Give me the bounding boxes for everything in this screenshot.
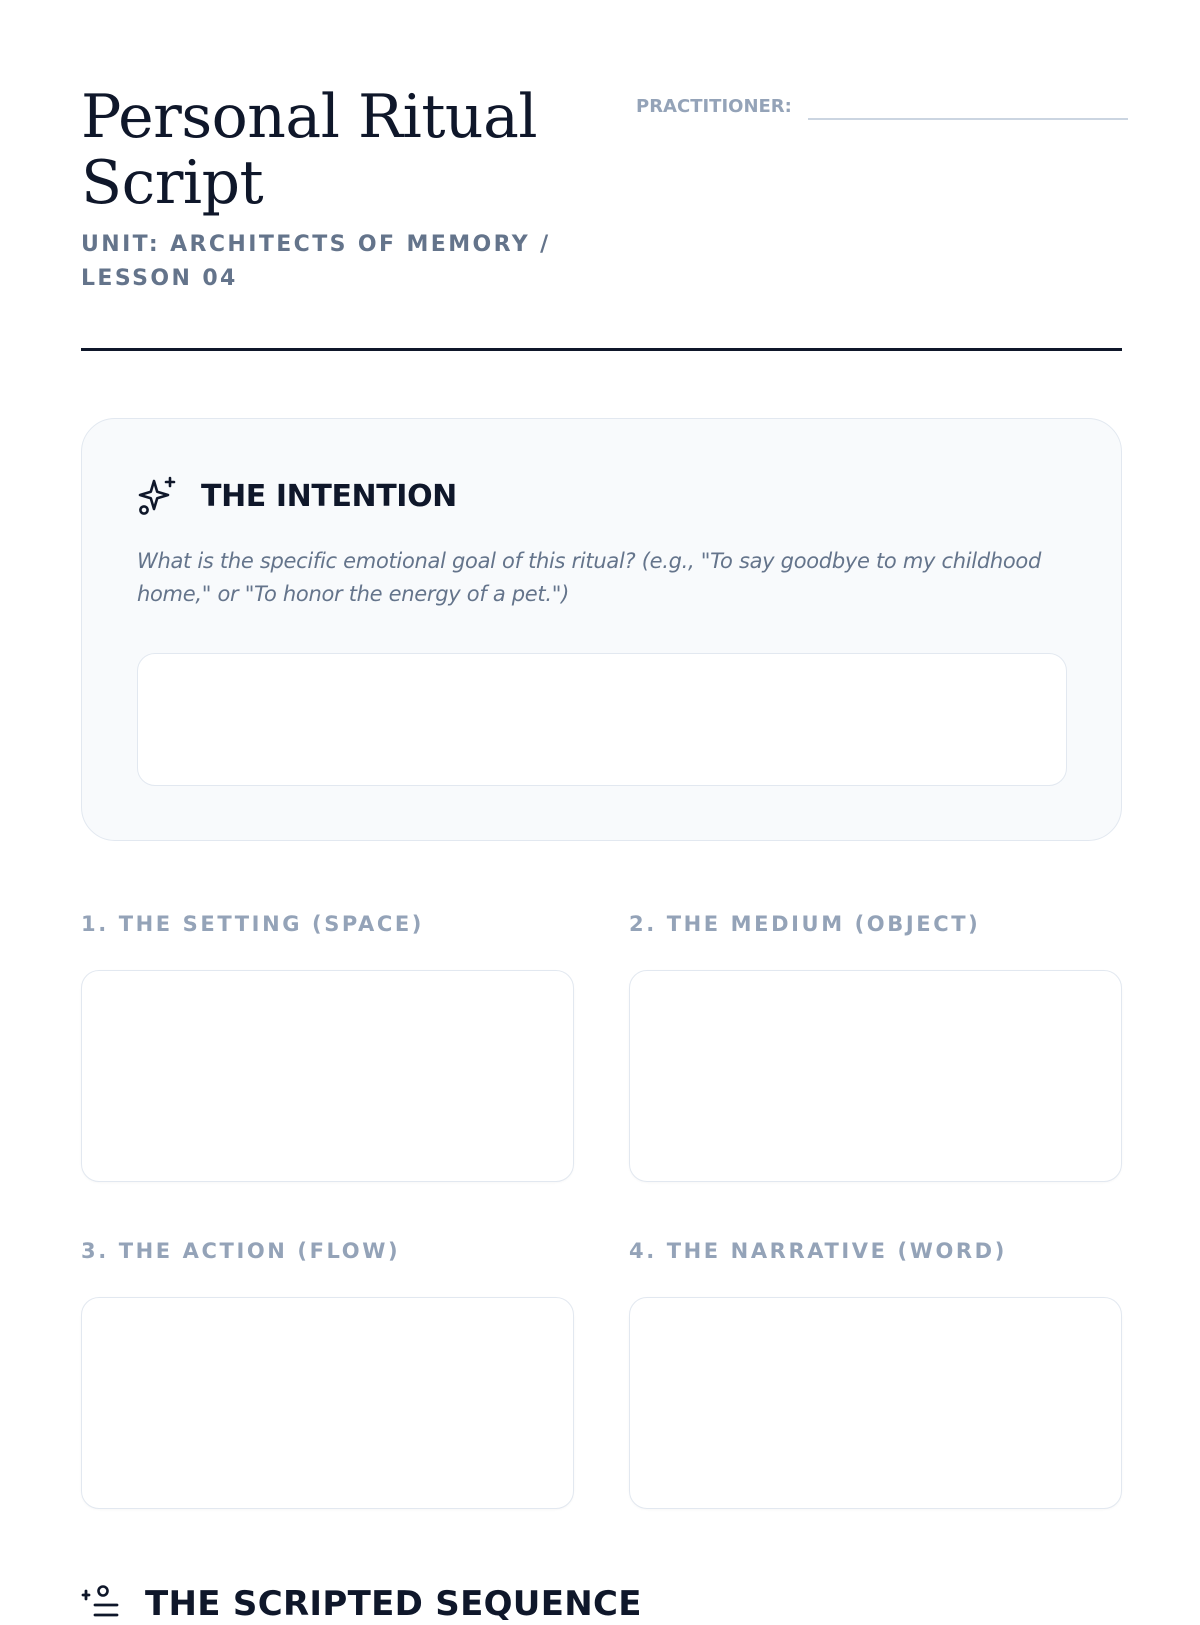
practitioner-field — [636, 90, 1128, 120]
sequence-title: THE SCRIPTED SEQUENCE — [145, 1584, 642, 1624]
unit-subtitle: UNIT: ARCHITECTS OF MEMORY / LESSON 04 — [81, 232, 551, 291]
intention-prompt: What is the specific emotional goal of this ritual? (e.g., "To say goodbye to my childhood home," or "To honor the energy of a pet.") — [137, 549, 1041, 606]
sparkles-icon — [137, 475, 179, 517]
practitioner-label: PRACTITIONER: — [636, 96, 792, 117]
action-label: 3. THE ACTION (FLOW) — [81, 1239, 401, 1263]
practitioner-input[interactable] — [808, 90, 1128, 120]
intention-input[interactable] — [137, 653, 1067, 786]
medium-input[interactable] — [629, 970, 1122, 1182]
intention-title: THE INTENTION — [201, 478, 457, 514]
header-divider — [81, 348, 1122, 351]
intention-card — [81, 418, 1122, 841]
setting-label: 1. THE SETTING (SPACE) — [81, 912, 424, 936]
sequence-heading — [81, 1584, 642, 1625]
narrative-label: 4. THE NARRATIVE (WORD) — [629, 1239, 1007, 1263]
intention-heading — [137, 475, 457, 517]
medium-label: 2. THE MEDIUM (OBJECT) — [629, 912, 981, 936]
worksheet-header — [81, 84, 1122, 352]
page-title: Personal Ritual Script — [81, 82, 538, 218]
narrative-input[interactable] — [629, 1297, 1122, 1509]
setting-input[interactable] — [81, 970, 574, 1182]
list-icon — [81, 1585, 121, 1625]
action-input[interactable] — [81, 1297, 574, 1509]
